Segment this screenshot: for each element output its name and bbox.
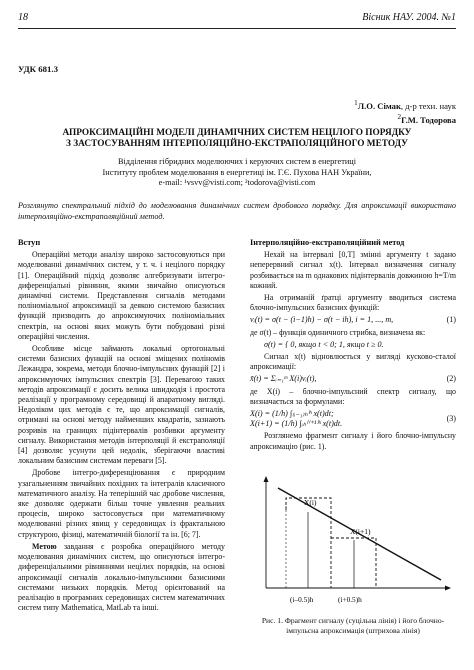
authors-block (354, 98, 456, 126)
equation-sigma: σ(t) = { 0, якщо t < 0; 1, якщо t ≥ 0. (264, 339, 384, 349)
udk-code: УДК 681.3 (18, 64, 58, 74)
paragraph: Нехай на інтервалі [0,T] змінні аргументу t задано неперервний сигнал x(t). Інтервал визначення сигналу розбивається на m однакових підінтервалів довжиною h=T/m кожний. (250, 250, 456, 290)
affiliation: Відділення гібридних моделюючих і керуючих систем в енергетиці Інституту проблем моделювання в енергетиці ім. Г.Є. Пухова НАН України, e-mail: ¹vsvv@visti.com; ²todorova@visti.com (102, 157, 372, 187)
section-heading-method: Інтерполяційно-екстраполяційний метод (250, 238, 405, 247)
figure-caption: Рис. 1. Фрагмент сигналу (суцільна лінія) і його блочно-імпульсна апроксимація (штрихова лінія) (261, 616, 445, 635)
figure-1-diagram (256, 476, 451, 610)
block-i (286, 498, 331, 588)
paragraph: На отриманій ґратці аргументу вводиться система блочно-імпульсних базисних функцій: (250, 293, 456, 313)
tick-label-1: (i–0.5)h (290, 595, 314, 604)
paragraph: Операційні методи аналізу широко застосовуються при моделюванні динамічних систем, у т. ч. і нецілого порядку [1]. Операційний підхід дозволяє алгебризувати інтегро-диференціальні рівняння, якими звичайно описуються динамічні системи. Представлення сигналів методами поліноміальної апроксимації за деякою системою базисних функцій призводить до апроксимуючих поліноміальних спектрів, на основі яких можуть бути побудовані різні операційні числення. (18, 250, 225, 341)
paragraph: Особливе місце займають локальні ортогональні системи базисних функцій на основі зміщених поліномів Лежандра, зокрема, методи блочно-імпульсних функцій [2] і апроксимуючих імпульсних спектрів [3]. Перевагою таких методів апроксимації є досить велика швидкодія і простота реалізації у програмному середовищі й апаратному вигляді. Недоліком цих методів є те, що апроксимації сигналів, отримані на основі методу найменших квадратів, зазнають розривів на границях підінтервалів розбивки аргументу сигналу. Використання методів інтерполяції й екстраполяції [4] дозволяє усунути цей недолік, зберігаючи властиві локальним базисним системам переваги [5]. (18, 344, 225, 466)
author-1: $^1$Л.О. Сімак, д-р техн. наук (354, 99, 456, 111)
paragraph: де X(i) – блочно-імпульсний спектр сигналу, що визначається за формулами: (250, 386, 456, 406)
tick-label-2: (i+0.5)h (338, 595, 362, 604)
paragraph-goal: Метою завдання є розробка операційного методу моделювання динамічних систем, що описуються інтегро-диференціальними рівняннями нецілих порядків, на основі апроксимації сигналів локально-імпульсними базисними системами низьких порядків. Метод орієнтований на реалізацію в програмних середовищах систем математичних систем типу Mathematica, MatLab та інші. (18, 541, 225, 613)
label-xi: X(i) (304, 498, 317, 507)
running-header (18, 12, 456, 29)
paragraph: де σ(t) – функція одиничного стрибка, визначена як: (250, 327, 426, 337)
author-2: $^2$Г.М. Тодорова (397, 112, 456, 125)
paragraph: Дробове інтегро-диференціювання є природним узагальненням звичайних похідних та інтегралів класичного математичного аналізу. На теперішній час дробове числення, яке дозволяє одержати більш точне уявлення реальних процесів, широко застосовується при математичному моделюванні різних явищ у середовищах із фрактальною структурою, фізиці, математичній біології та ін. [6; 7]. (18, 468, 225, 539)
abstract: Розглянуто спектральний підхід до моделювання динамічних систем дробового порядку. Для апроксимації використано інтерполяційно-екстраполяційний метод. (18, 201, 456, 221)
paper-title: АПРОКСИМАЦІЙНІ МОДЕЛІ ДИНАМІЧНИХ СИСТЕМ НЕЦІЛОГО ПОРЯДКУ З ЗАСТОСУВАННЯМ ІНТЕРПОЛЯЦІЙНО-ЕКСТРАПОЛЯЦІЙНОГО МЕТОДУ (62, 128, 412, 149)
right-column (250, 238, 456, 454)
page-number: 18 (18, 12, 28, 23)
journal-title: Вісник НАУ. 2004. №1 (362, 12, 456, 23)
equation-3: X(i) = (1/h) ∫₍ᵢ₋₁₎ₕⁱʰ x(t)dt; X(i+1) = (1/h) ∫ᵢₕ⁽ⁱ⁺¹⁾ʰ x(t)dt. (3) (250, 409, 456, 429)
section-heading-intro: Вступ (18, 238, 41, 247)
left-column (18, 238, 225, 615)
paragraph: Розглянемо фрагмент сигналу і його блочно-імпульсну апроксимацію (рис. 1). (250, 431, 456, 451)
label-xi1: X(i+1) (350, 527, 371, 536)
block-i-plus-1 (331, 538, 376, 588)
paragraph: Сигнал x(t) відновлюється у вигляді кусково-сталої апроксимації: (250, 352, 456, 372)
equation-2: x̃(t) = Σᵢ₌₁ᵐ X(i)vᵢ(t), (2) (250, 374, 456, 384)
equation-1: vᵢ(t) = σ(t − (i−1)h) − σ(t − ih), i = 1, ..., m, (1) (250, 315, 456, 325)
x-axis-arrow (445, 586, 451, 591)
y-axis-arrow (264, 476, 269, 482)
